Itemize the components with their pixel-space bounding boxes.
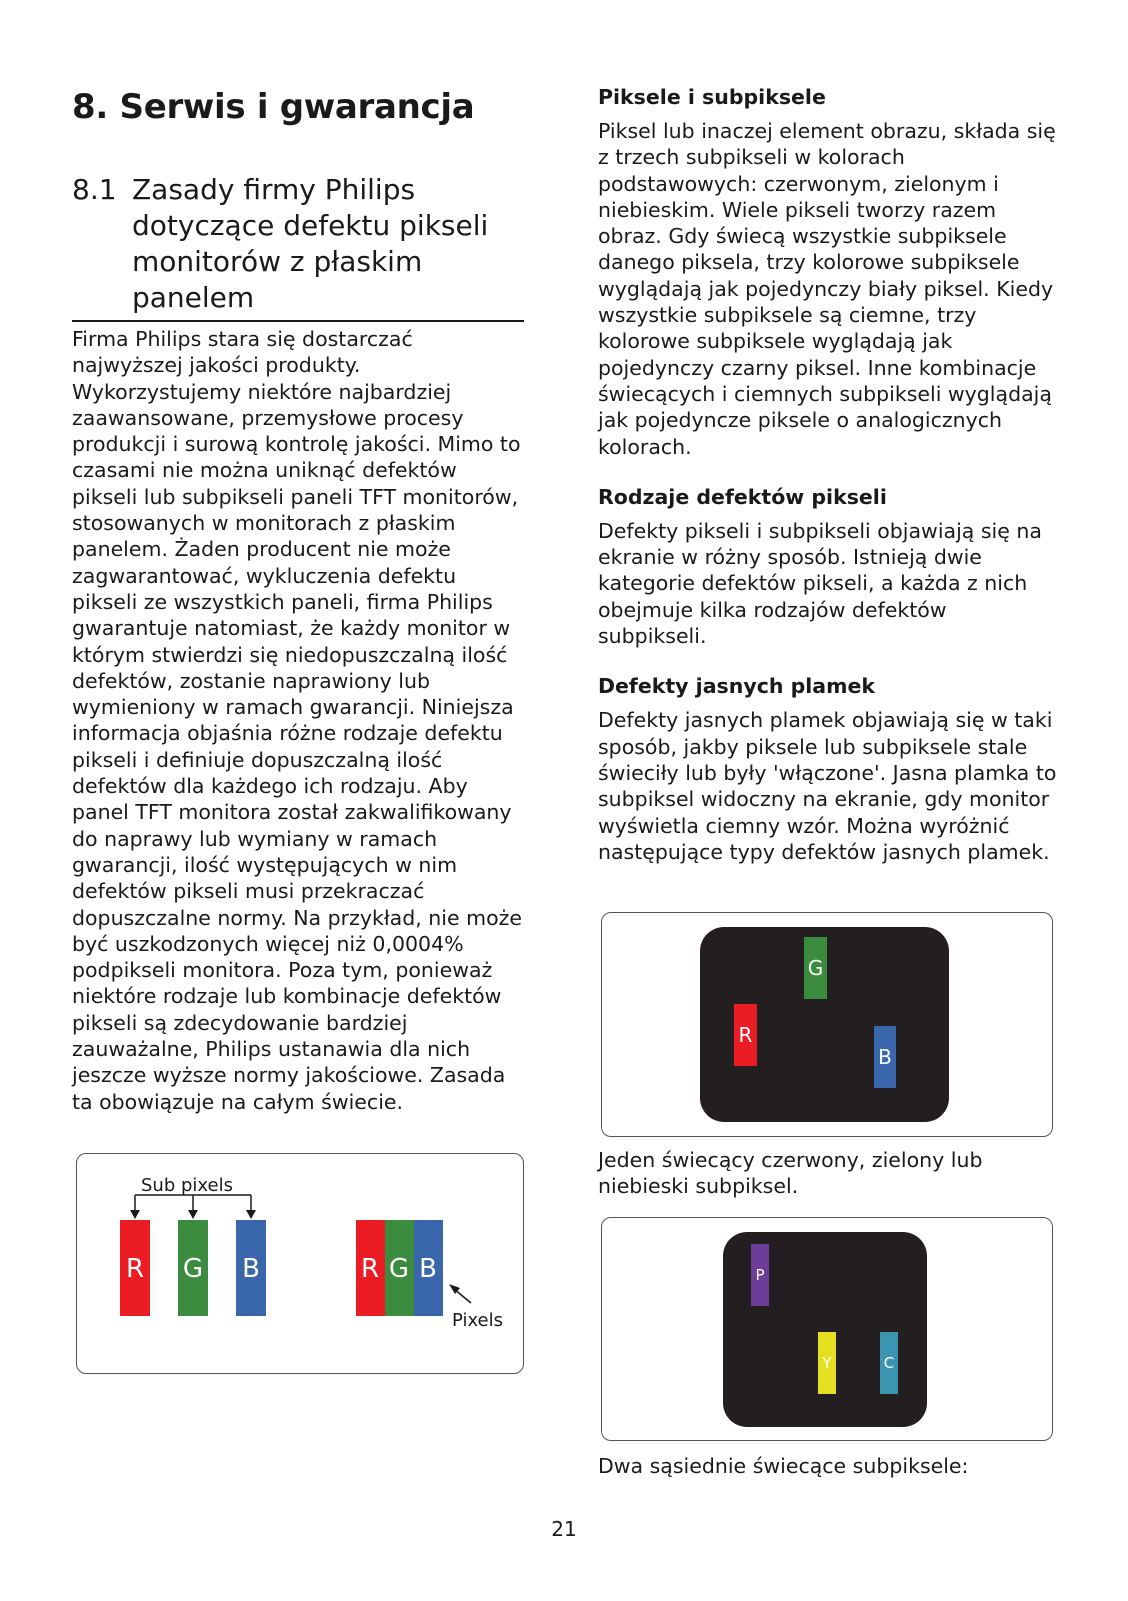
pixel-blue-letter: B — [419, 1254, 437, 1284]
sub-pixels-label: Sub pixels — [141, 1175, 233, 1196]
defect-types-heading: Rodzaje defektów pikseli — [598, 484, 887, 509]
pixel-green-letter: G — [388, 1254, 410, 1284]
blue-letter: B — [242, 1254, 260, 1284]
pixels-heading: Piksele i subpiksele — [598, 85, 826, 109]
bright-dot-section — [598, 673, 1058, 865]
pixel-red-letter: R — [360, 1254, 380, 1284]
bright-dot-paragraph: Defekty jasnych plamek objawiają się w taki sposób, jakby piksele lub subpiksele stale świeciły lub były 'włączone'. Jasna plamka to subpiksel widoczny na ekranie, gdy monitor wyświetla ciemny wzór. Można wyróżnić następujące typy defektów jasnych plamek. — [598, 708, 1057, 864]
section-heading — [72, 172, 524, 322]
pixels-paragraph: Piksel lub inaczej element obrazu, składa się z trzech subpikseli w kolorach podstawowych: czerwonym, zielonym i niebieskim. Wiele pikseli tworzy razem obraz. Gdy świecą wszystkie subpiksele danego piksela, trzy kolorowe subpiksele wyglądają jak pojedynczy biały piksel. Kiedy wszystkie subpiksele są ciemne, trzy kolorowe subpiksele wyglądają jak pojedynczy czarny piksel. Inne kombinacje świecących i ciemnych subpikseli wyglądają jak pojedyncze piksele o analogicznych kolorach. — [598, 119, 1056, 459]
subpixel-diagram — [77, 1154, 523, 1373]
dark-screen — [700, 927, 949, 1122]
bright-dot-caption: Jeden świecący czerwony, zielony lub niebieski subpiksel. — [598, 1148, 983, 1199]
left-column — [72, 84, 524, 1115]
pixels-arrow-icon — [449, 1284, 471, 1303]
red-letter: R — [125, 1254, 145, 1284]
purple-subpixel: P — [751, 1244, 769, 1306]
red-bright-subpixel: R — [734, 1004, 757, 1066]
pixels-section — [598, 84, 1058, 460]
dark-screen-adjacent — [723, 1232, 927, 1427]
bright-dot-heading: Defekty jasnych plamek — [598, 674, 876, 699]
page-number: 21 — [551, 1517, 577, 1541]
section-title: Zasady firmy Philips dotyczące defektu pikseli monitorów z płaskim panelem — [132, 173, 489, 314]
section-number: 8.1 — [72, 173, 117, 206]
green-bright-subpixel: G — [804, 937, 827, 999]
yellow-subpixel: Y — [818, 1332, 836, 1394]
cyan-subpixel: C — [880, 1332, 898, 1394]
right-column — [598, 84, 1058, 889]
green-letter: G — [182, 1254, 204, 1284]
intro-paragraph: Firma Philips stara się dostarczać najwyższej jakości produkty. Wykorzystujemy niektóre najbardziej zaawansowane, przemysłowe procesy produkcji i surową kontrolę jakości. Mimo to czasami nie można uniknąć defektów pikseli lub subpikseli paneli TFT monitorów, stosowanych w monitorach z płaskim panelem. Żaden producent nie może zagwarantować, wykluczenia defektu pikseli ze wszystkich paneli, firma Philips gwarantuje natomiast, że każdy monitor w którym stwierdzi się niedopuszczalną ilość defektów, zostanie naprawiony lub wymieniony w ramach gwarancji. Niniejsza informacja objaśnia różne rodzaje defektu pikseli i definiuje dopuszczalną ilość defektów dla każdego ich rodzaju. Aby panel TFT monitora został zakwalifikowany do naprawy lub wymiany w ramach gwarancji, ilość występujących w nim defektów pikseli musi przekraczać dopuszczalne normy. Na przykład, nie może być uszkodzonych więcej niż 0,0004% podpikseli monitora. Poza tym, ponieważ niektóre rodzaje lub kombinacje defektów pikseli są zdecydowanie bardziej zauważalne, Philips ustanawia dla nich jeszcze wyższe normy jakościowe. Zasada ta obowiązuje na całym świecie. — [72, 327, 522, 1114]
chapter-title: 8. Serwis i gwarancja — [72, 87, 475, 127]
adjacent-caption: Dwa sąsiednie świecące subpiksele: — [598, 1454, 969, 1478]
adjacent-subpixels-figure — [601, 1217, 1053, 1441]
defect-types-section — [598, 484, 1058, 649]
pixels-label: Pixels — [452, 1310, 504, 1331]
bright-dot-figure — [601, 912, 1053, 1137]
blue-bright-subpixel: B — [874, 1026, 896, 1088]
defect-types-paragraph: Defekty pikseli i subpikseli objawiają się na ekranie w różny sposób. Istnieją dwie kategorie defektów pikseli, a każda z nich obejmuje kilka rodzajów defektów subpikseli. — [598, 518, 1042, 649]
arrowheads — [130, 1210, 256, 1219]
subpixel-figure — [76, 1153, 524, 1374]
bracket-arrows — [135, 1195, 251, 1210]
